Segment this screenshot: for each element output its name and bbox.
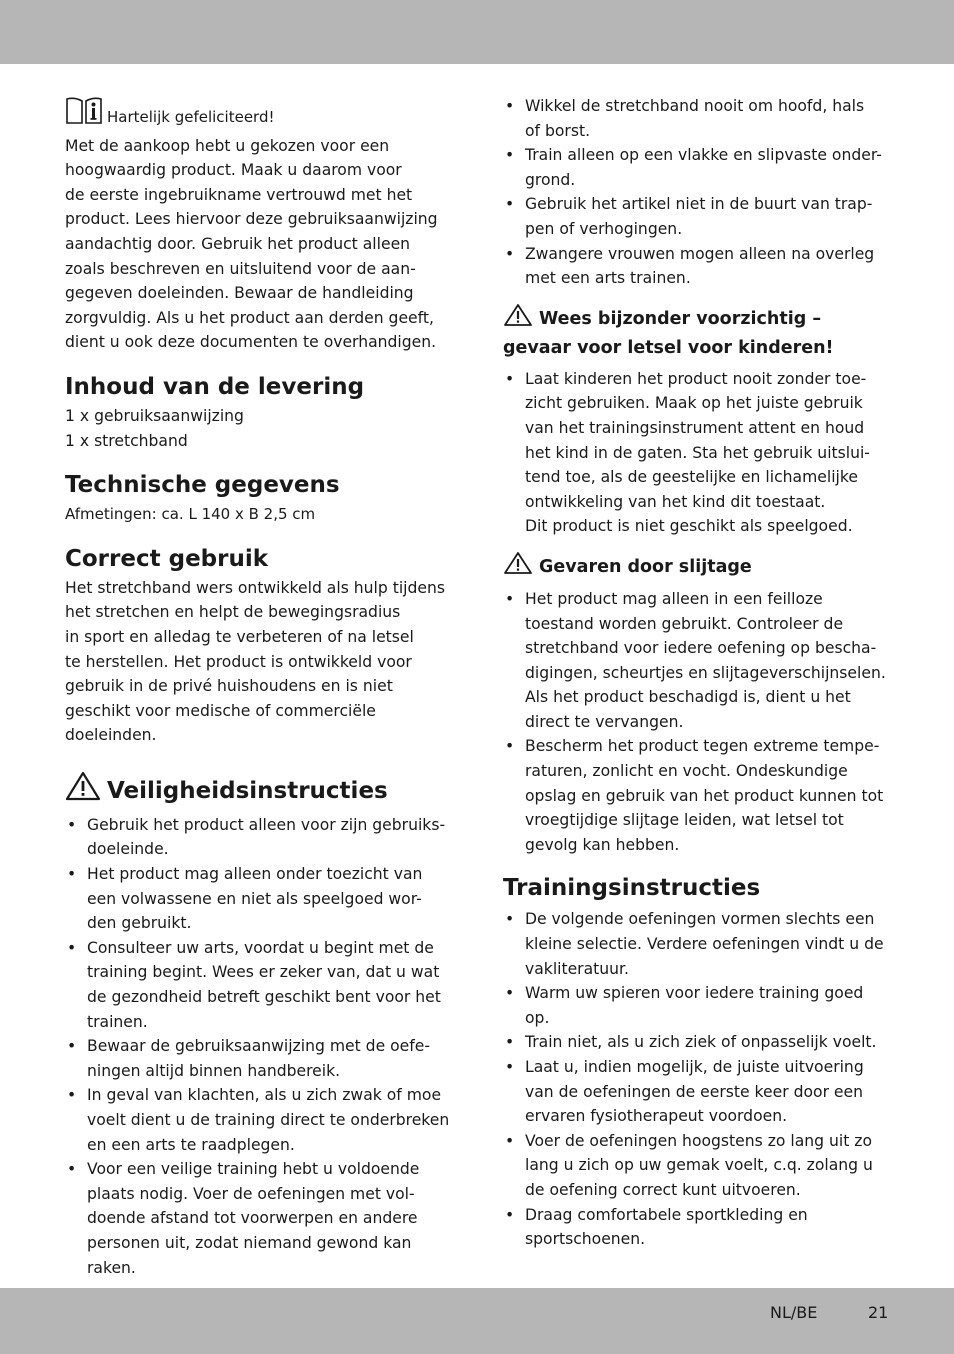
delivery-contents: 1 x gebruiksaanwijzing 1 x stretchband bbox=[65, 406, 244, 450]
list-item: • Het product mag alleen in een feilloze toestand worden gebruikt. Controleer de stretchband voor iedere oefening op bescha- digingen, scheurtjes en slijtageverschijnselen. Als het product beschadigd is, dient u het direct te vervangen. bbox=[503, 587, 889, 735]
intro-greeting: Hartelijk gefeliciteerd! bbox=[107, 108, 275, 126]
wear-warning-heading: Gevaren door slijtage bbox=[503, 551, 889, 583]
list-item: • Laat u, indien mogelijk, de juiste uitvoering van de oefeningen de eerste keer door een ervaren fysiotherapeut voordoen. bbox=[503, 1055, 889, 1129]
list-item: • Bescherm het product tegen extreme tempe- raturen, zonlicht en vocht. Ondeskundige opslag en gebruik van het product kunnen tot vroegtijdige slijtage leiden, wat letsel tot gevolg kan hebben. bbox=[503, 734, 889, 857]
right-column bbox=[503, 94, 889, 1252]
children-list bbox=[503, 367, 889, 539]
usage-text: Het stretchband wers ontwikkeld als hulp tijdens het stretchen en helpt de bewegingsradius in sport en alledag te verbeteren of na letsel te herstellen. Het product is ontwikkeld voor gebruik in de privé huishoudens en is niet geschikt voor medische of commerciële doeleinden. bbox=[65, 578, 446, 745]
intro-greeting-line bbox=[65, 96, 451, 134]
list-item: • Laat kinderen het product nooit zonder toe- zicht gebruiken. Maak op het juiste gebruik van het trainingsinstrument attent en houd het kind in de gaten. Sta het gebruik uitslui- tend toe, als de geestelijke en lichamelijke ontwikkeling van het kind dit toestaat. Dit product is niet geschikt als speelgoed. bbox=[503, 367, 889, 539]
intro-text: Met de aankoop hebt u gekozen voor een hoogwaardig product. Maak u daarom voor de eerste ingebruikname vertrouwd met het product. Lees hiervoor deze gebruiksaanwijzing aandachtig door. Gebruik het product alleen zoals beschreven en uitsluitend voor de aan- gegeven doeleinden. Bewaar de handleiding zorgvuldig. Als u het product aan derden geeft, dient u ook deze documenten te overhandigen. bbox=[65, 136, 438, 352]
list-item: • Gebruik het product alleen voor zijn gebruiks- doeleinde. bbox=[65, 813, 451, 862]
list-item: • Voor een veilige training hebt u voldoende plaats nodig. Voer de oefeningen met vol- doende afstand tot voorwerpen en andere personen uit, zodat niemand gewond kan raken. bbox=[65, 1157, 451, 1280]
children-warning-heading: Wees bijzonder voorzichtig – gevaar voor letsel voor kinderen! bbox=[503, 303, 889, 361]
training-list bbox=[503, 907, 889, 1251]
list-item: • Het product mag alleen onder toezicht van een volwassene en niet als speelgoed wor- den gebruikt. bbox=[65, 862, 451, 936]
page-number: 21 bbox=[868, 1303, 889, 1322]
list-item: • Wikkel de stretchband nooit om hoofd, hals of borst. bbox=[503, 94, 889, 143]
usage-heading: Correct gebruik bbox=[65, 545, 269, 572]
safety-heading: Veiligheidsinstructies bbox=[65, 771, 451, 809]
tech-dimensions: Afmetingen: ca. L 140 x B 2,5 cm bbox=[65, 505, 316, 524]
list-item: • In geval van klachten, als u zich zwak of moe voelt dient u de training direct te onderbreken en een arts te raadplegen. bbox=[65, 1083, 451, 1157]
wear-list bbox=[503, 587, 889, 858]
list-item: • De volgende oefeningen vormen slechts een kleine selectie. Verdere oefeningen vindt u de vakliteratuur. bbox=[503, 907, 889, 981]
safety-list bbox=[65, 813, 451, 1280]
list-item: • Zwangere vrouwen mogen alleen na overleg met een arts trainen. bbox=[503, 242, 889, 291]
warning-triangle-icon bbox=[65, 771, 101, 809]
safety-list-continued bbox=[503, 94, 889, 291]
list-item: • Voer de oefeningen hoogstens zo lang uit zo lang u zich op uw gemak voelt, c.q. zolang u de oefening correct kunt uitvoeren. bbox=[503, 1129, 889, 1203]
list-item: • Gebruik het artikel niet in de buurt van trap- pen of verhogingen. bbox=[503, 192, 889, 241]
list-item: • Bewaar de gebruiksaanwijzing met de oefe- ningen altijd binnen handbereik. bbox=[65, 1034, 451, 1083]
training-heading: Trainingsinstructies bbox=[503, 875, 761, 902]
intro-section bbox=[65, 96, 451, 355]
list-item: • Train niet, als u zich ziek of onpasselijk voelt. bbox=[503, 1030, 889, 1055]
warning-triangle-icon bbox=[503, 551, 533, 583]
list-item: • Draag comfortabele sportkleding en sportschoenen. bbox=[503, 1203, 889, 1252]
left-column bbox=[65, 96, 451, 1280]
tech-heading: Technische gegevens bbox=[65, 472, 340, 499]
warning-triangle-icon bbox=[503, 303, 533, 335]
list-item: • Warm uw spieren voor iedere training goed op. bbox=[503, 981, 889, 1030]
info-book-icon bbox=[65, 96, 103, 134]
list-item: • Consulteer uw arts, voordat u begint met de training begint. Wees er zeker van, dat u wat de gezondheid betreft geschikt bent voor het trainen. bbox=[65, 936, 451, 1034]
delivery-heading: Inhoud van de levering bbox=[65, 373, 365, 400]
footer-language: NL/BE bbox=[770, 1303, 818, 1322]
header-band bbox=[0, 0, 954, 64]
list-item: • Train alleen op een vlakke en slipvaste onder- grond. bbox=[503, 143, 889, 192]
